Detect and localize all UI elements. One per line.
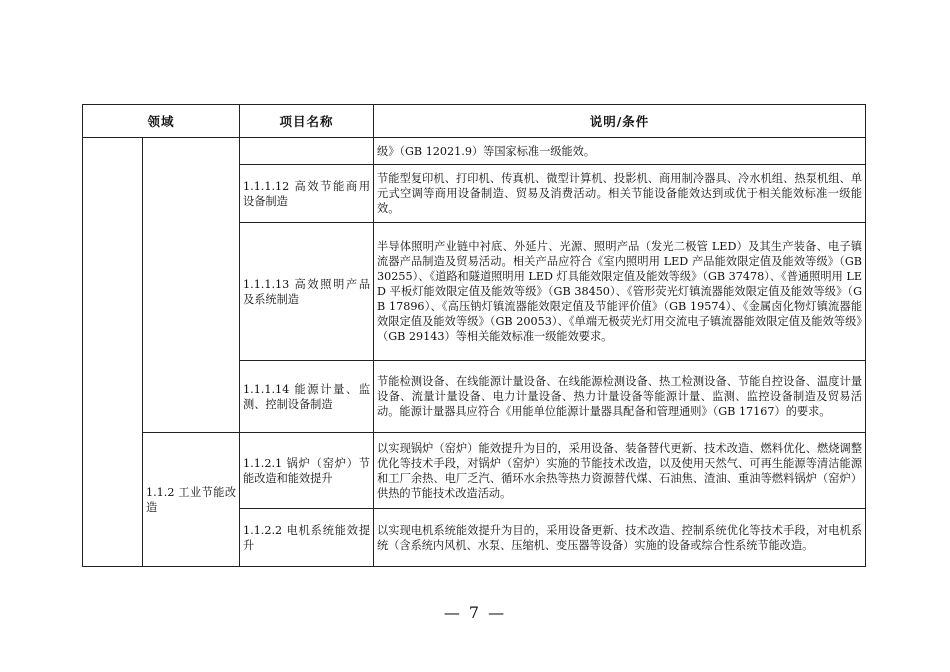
project-cell: [240, 138, 374, 165]
policy-table: [82, 104, 866, 567]
description-cell: 半导体照明产业链中衬底、外延片、光源、照明产品（发光二极管 LED）及其生产装备、电子镇流器产品制造及贸易活动。相关产品应符合《室内照明用 LED 产品能效限定值及能效等级》（GB 30255）、《道路和隧道照明用 LED 灯具能效限定值及能效等级》（GB 37478）、《普通照明用 LED 平板灯能效限定值及能效等级》（GB 38450）、《管形荧光灯镇流器能效限定值及能效等级》（GB 17896）、《高压钠灯镇流器能效限定值及节能评价值》（GB 19574）、《金属卤化物灯镇流器能效限定值及能效等级》（GB 20053）、《单端无极荧光灯用交流电子镇流器能效限定值及能效等级》（GB 29143）等相关能效标准一级能效要求。: [374, 223, 866, 361]
subcategory-cell: 1.1.2 工业节能改造: [143, 433, 240, 567]
page-number: — 7 —: [443, 603, 507, 622]
project-cell: 1.1.2.1 锅炉（窑炉）节能改造和能效提升: [240, 433, 374, 509]
header-domain: 领域: [83, 105, 240, 138]
header-project-name: 项目名称: [240, 105, 374, 138]
description-cell: 级》（GB 12021.9）等国家标准一级能效。: [374, 138, 866, 165]
description-cell: 以实现电机系统能效提升为目的，采用设备更新、技术改造、控制系统优化等技术手段，对电机系统（含系统内风机、水泵、压缩机、变压器等设备）实施的设备或综合性系统节能改造。: [374, 509, 866, 567]
project-cell: 1.1.2.2 电机系统能效提升: [240, 509, 374, 567]
subdomain-cell-empty: [143, 138, 240, 433]
domain-cell-empty: [83, 138, 143, 567]
table-row: [83, 138, 866, 165]
description-cell: 以实现锅炉（窑炉）能效提升为目的，采用设备、装备替代更新、技术改造、燃料优化、燃烧调整优化等技术手段，对锅炉（窑炉）实施的节能技术改造，以及使用天然气、可再生能源等清洁能源和工厂余热、电厂乏汽、循环水余热等热力资源替代煤、石油焦、渣油、重油等燃料锅炉（窑炉）供热的节能技术改造活动。: [374, 433, 866, 509]
project-cell: 1.1.1.12 高效节能商用设备制造: [240, 165, 374, 223]
project-cell: 1.1.1.13 高效照明产品及系统制造: [240, 223, 374, 361]
table-header-row: [83, 105, 866, 138]
header-description: 说明/条件: [374, 105, 866, 138]
description-cell: 节能检测设备、在线能源计量设备、在线能源检测设备、热工检测设备、节能自控设备、温度计量设备、流量计量设备、电力计量设备、热力计量设备等能源计量、监测、监控设备制造及贸易活动。能源计量器具应符合《用能单位能源计量器具配备和管理通则》（GB 17167）的要求。: [374, 361, 866, 433]
table-row: [83, 433, 866, 509]
project-cell: 1.1.1.14 能源计量、监测、控制设备制造: [240, 361, 374, 433]
description-cell: 节能型复印机、打印机、传真机、微型计算机、投影机、商用制冷器具、冷水机组、热泵机组、单元式空调等商用设备制造、贸易及消费活动。相关节能设备能效达到或优于相关能效标准一级能效。: [374, 165, 866, 223]
